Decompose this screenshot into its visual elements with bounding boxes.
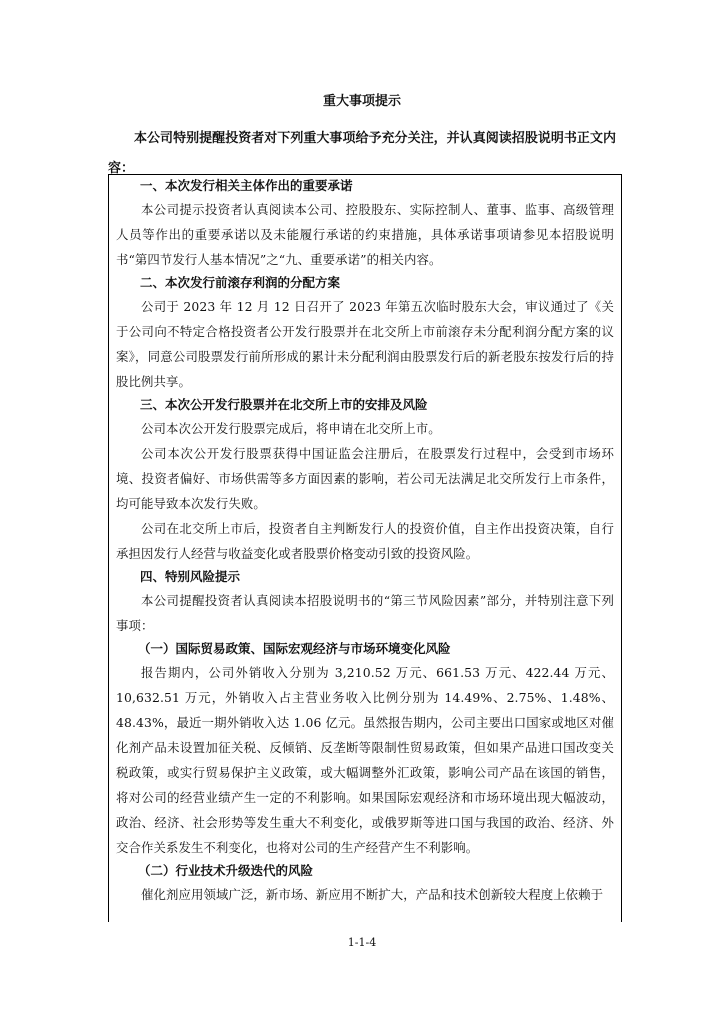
notice-box [108, 174, 622, 922]
section-heading-commitments: 一、本次发行相关主体作出的重要承诺 [140, 178, 353, 193]
subsection-heading-trade-policy-risk: （一）国际贸易政策、国际宏观经济与市场环境变化风险 [138, 641, 451, 656]
page-number: 1-1-4 [347, 936, 377, 949]
paragraph: 公司于 2023 年 12 月 12 日召开了 2023 年第五次临时股东大会，审议通过了《关于公司向不特定合格投资者公开发行股票并在北交所上市前滚存未分配利润分配方案的议案》，同意公司股票发行前所形成的累计未分配利润由股票发行后的新老股东按发行后的持股比例共享。 [116, 299, 614, 389]
paragraph: 公司在北交所上市后，投资者自主判断发行人的投资价值，自主作出投资决策，自行承担因发行人经营与收益变化或者股票价格变动引致的投资风险。 [116, 521, 614, 561]
section-heading-special-risks: 四、特别风险提示 [140, 569, 241, 584]
section-heading-profit-distribution: 二、本次发行前滚存利润的分配方案 [140, 275, 341, 290]
paragraph: 公司本次公开发行股票完成后，将申请在北交所上市。 [141, 421, 441, 436]
page-title: 重大事项提示 [322, 94, 401, 109]
paragraph: 催化剂应用领域广泛，新市场、新应用不断扩大，产品和技术创新较大程度上依赖于 [141, 887, 604, 902]
paragraph: 公司本次公开发行股票获得中国证监会注册后，在股票发行过程中，会受到市场环境、投资者偏好、市场供需等多方面因素的影响，若公司无法满足北交所发行上市条件，均可能导致本次发行失败。 [116, 446, 614, 511]
paragraph: 报告期内，公司外销收入分别为 3,210.52 万元、661.53 万元、422.44 万元、10,632.51 万元，外销收入占主营业务收入比例分别为 14.49%、2.75%、1.48%、48.43%，最近一期外销收入达 1.06 亿元。虽然报告期内，公司主要出口国家或地区对催化剂产品未设置加征关税、反倾销、反垄断等限制性贸易政策，但如果产品进口国改变关税政策，或实行贸易保护主义政策，或大幅调整外汇政策，影响公司产品在该国的销售，将对公司的经营业绩产生一定的不利影响。如果国际宏观经济和市场环境出现大幅波动，政治、经济、社会形势等发生重大不利变化，或俄罗斯等进口国与我国的政治、经济、外交合作关系发生不利变化，也将对公司的生产经营产生不利影响。 [116, 665, 614, 855]
section-heading-listing-arrangement: 三、本次公开发行股票并在北交所上市的安排及风险 [140, 397, 428, 412]
intro-statement: 本公司特别提醒投资者对下列重大事项给予充分关注，并认真阅读招股说明书正文内容： [108, 131, 616, 176]
subsection-heading-tech-upgrade-risk: （二）行业技术升级迭代的风险 [138, 863, 314, 878]
paragraph: 本公司提示投资者认真阅读本公司、控股股东、实际控制人、董事、监事、高级管理人员等作出的重要承诺以及未能履行承诺的约束措施，具体承诺事项请参见本招股说明书“第四节发行人基本情况”之“九、重要承诺”的相关内容。 [116, 202, 614, 267]
paragraph: 本公司提醒投资者认真阅读本招股说明书的“第三节风险因素”部分，并特别注意下列事项： [116, 593, 614, 633]
